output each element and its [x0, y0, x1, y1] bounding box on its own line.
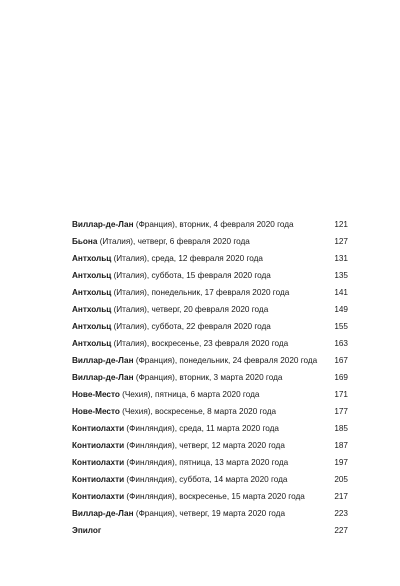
toc-page-number: 223 — [334, 509, 348, 518]
toc-page-number: 155 — [334, 322, 348, 331]
toc-entry — [72, 250, 348, 267]
toc-place: Виллар-де-Лан — [72, 356, 134, 365]
toc-entry-title — [72, 403, 330, 420]
toc-place: Антхольц — [72, 322, 112, 331]
toc-place: Виллар-де-Лан — [72, 220, 134, 229]
toc-page-number: 163 — [334, 339, 348, 348]
toc-page-number: 149 — [334, 305, 348, 314]
toc-place: Контиолахти — [72, 424, 125, 433]
toc-entry — [72, 216, 348, 233]
toc-detail: (Италия), суббота, 22 февраля 2020 года — [111, 322, 271, 331]
toc-page-number: 171 — [334, 390, 348, 399]
toc-entry — [72, 488, 348, 505]
toc-place: Контиолахти — [72, 441, 125, 450]
toc-place: Антхольц — [72, 271, 112, 280]
toc-detail: (Чехия), пятница, 6 марта 2020 года — [119, 390, 260, 399]
toc-page-number: 187 — [334, 441, 348, 450]
toc-entry-title — [72, 233, 330, 250]
toc-detail: (Франция), вторник, 4 февраля 2020 года — [133, 220, 294, 229]
toc-page-number: 135 — [334, 271, 348, 280]
toc-page-number: 121 — [334, 220, 348, 229]
toc-detail: (Италия), понедельник, 17 февраля 2020 года — [111, 288, 290, 297]
toc-entry-title — [72, 301, 330, 318]
toc-entry-title — [72, 369, 330, 386]
toc-detail: (Франция), вторник, 3 марта 2020 года — [133, 373, 283, 382]
toc-place: Антхольц — [72, 339, 112, 348]
toc-page-number: 197 — [334, 458, 348, 467]
toc-entry-title — [72, 420, 330, 437]
toc-detail: (Финляндия), среда, 11 марта 2020 года — [124, 424, 279, 433]
toc-entry-title — [72, 284, 330, 301]
toc-entry — [72, 352, 348, 369]
toc-entry — [72, 505, 348, 522]
toc-place: Виллар-де-Лан — [72, 509, 134, 518]
toc-entry-title — [72, 267, 330, 284]
toc-entry-title — [72, 318, 330, 335]
toc-entry — [72, 386, 348, 403]
toc-place: Нове-Место — [72, 390, 120, 399]
toc-entry-title — [72, 471, 330, 488]
toc-place: Контиолахти — [72, 475, 125, 484]
toc-entry — [72, 471, 348, 488]
toc-page-number: 177 — [334, 407, 348, 416]
toc-entry-title — [72, 352, 330, 369]
toc-place: Контиолахти — [72, 458, 125, 467]
toc-page-number: 227 — [334, 526, 348, 535]
toc-place: Антхольц — [72, 288, 112, 297]
toc-place: Контиолахти — [72, 492, 125, 501]
toc-entry-title — [72, 216, 330, 233]
toc-entry-title — [72, 454, 330, 471]
toc-detail: (Италия), суббота, 15 февраля 2020 года — [111, 271, 271, 280]
toc-entry-title — [72, 250, 330, 267]
toc-detail: (Франция), понедельник, 24 февраля 2020 года — [133, 356, 318, 365]
toc-detail: (Италия), четверг, 20 февраля 2020 года — [111, 305, 269, 314]
toc-place: Нове-Место — [72, 407, 120, 416]
toc-page-number: 217 — [334, 492, 348, 501]
toc-entry-title — [72, 488, 330, 505]
toc-detail: (Финляндия), четверг, 12 марта 2020 года — [124, 441, 285, 450]
toc-place: Антхольц — [72, 305, 112, 314]
toc-detail: (Италия), четверг, 6 февраля 2020 года — [97, 237, 250, 246]
toc-page-number: 185 — [334, 424, 348, 433]
toc-detail: (Италия), среда, 12 февраля 2020 года — [111, 254, 263, 263]
toc-entry — [72, 437, 348, 454]
toc-entry — [72, 369, 348, 386]
table-of-contents — [72, 216, 348, 539]
toc-place: Бьона — [72, 237, 98, 246]
toc-page-number: 141 — [334, 288, 348, 297]
toc-place: Эпилог — [72, 526, 102, 535]
toc-page-number: 127 — [334, 237, 348, 246]
toc-entry — [72, 267, 348, 284]
toc-entry — [72, 318, 348, 335]
toc-entry — [72, 522, 348, 539]
toc-entry — [72, 301, 348, 318]
toc-detail: (Финляндия), суббота, 14 марта 2020 года — [124, 475, 288, 484]
toc-entry — [72, 454, 348, 471]
toc-entry-title — [72, 437, 330, 454]
toc-detail: (Италия), воскресенье, 23 февраля 2020 года — [111, 339, 289, 348]
toc-entry — [72, 335, 348, 352]
toc-entry-title — [72, 505, 330, 522]
toc-place: Антхольц — [72, 254, 112, 263]
toc-detail: (Франция), четверг, 19 марта 2020 года — [133, 509, 286, 518]
toc-page-number: 131 — [334, 254, 348, 263]
toc-entry — [72, 233, 348, 250]
toc-entry — [72, 284, 348, 301]
toc-entry — [72, 403, 348, 420]
toc-place: Виллар-де-Лан — [72, 373, 134, 382]
toc-detail: (Финляндия), пятница, 13 марта 2020 года — [124, 458, 289, 467]
toc-page-number: 169 — [334, 373, 348, 382]
toc-detail: (Чехия), воскресенье, 8 марта 2020 года — [119, 407, 277, 416]
toc-entry-title — [72, 386, 330, 403]
toc-detail: (Финляндия), воскресенье, 15 марта 2020 года — [124, 492, 305, 501]
toc-page-number: 205 — [334, 475, 348, 484]
toc-entry — [72, 420, 348, 437]
toc-page-number: 167 — [334, 356, 348, 365]
toc-entry-title — [72, 522, 330, 539]
toc-entry-title — [72, 335, 330, 352]
